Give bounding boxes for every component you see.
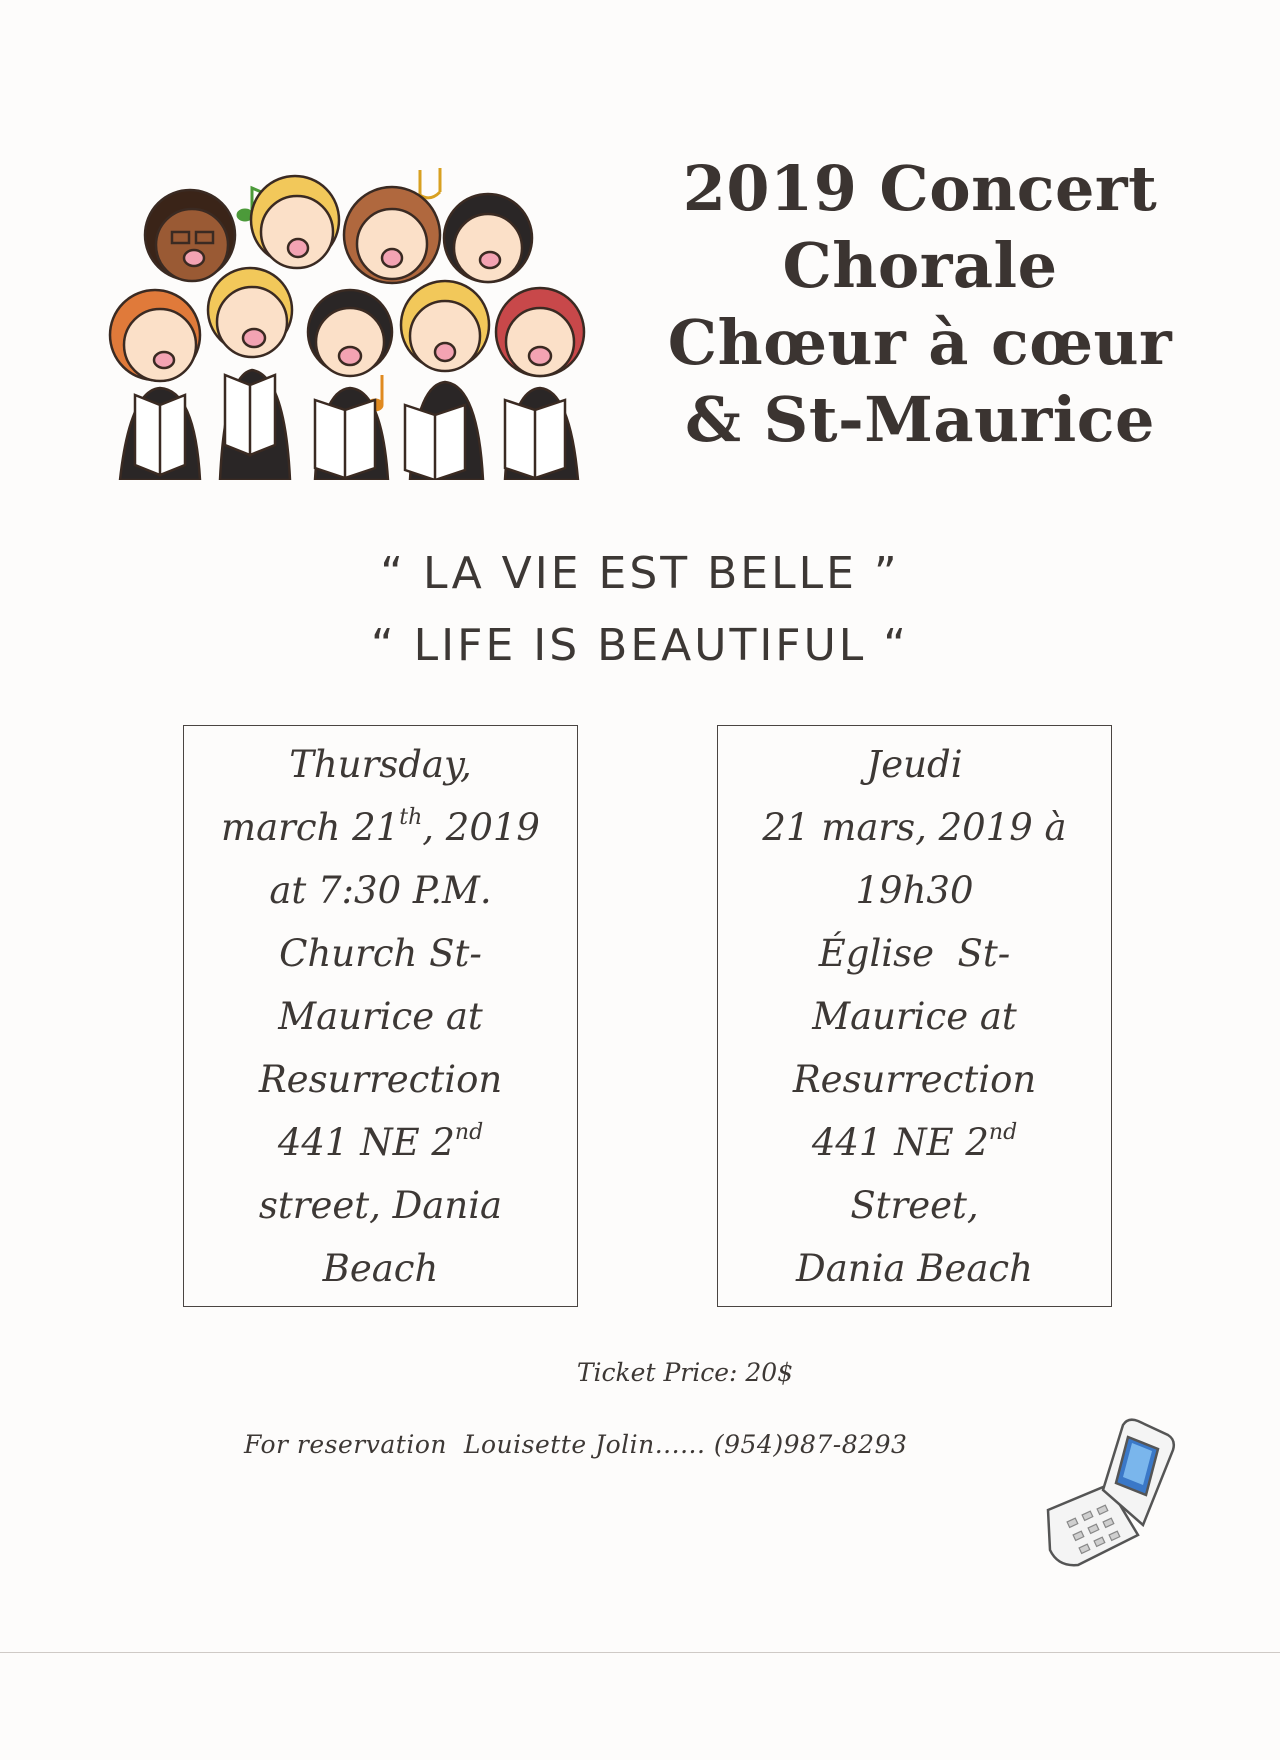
event-address-line-2: street, Dania <box>258 1183 503 1227</box>
event-address-line-2: Street, <box>850 1183 979 1227</box>
event-address-number: 441 NE 2 <box>277 1120 455 1164</box>
flip-phone-icon <box>1028 1415 1178 1575</box>
singer-back-row <box>145 176 532 283</box>
event-address-suffix: nd <box>454 1119 484 1145</box>
event-date-suffix: th <box>399 804 423 830</box>
title-line-st-maurice: & St-Maurice <box>684 383 1155 456</box>
title-line-year: 2019 Concert <box>682 152 1158 225</box>
event-time: at 7:30 P.M. <box>269 868 492 912</box>
event-date-year: , 2019 <box>422 805 540 849</box>
event-date: 21 mars, 2019 à <box>762 805 1067 849</box>
event-venue-line-2: Maurice at <box>812 994 1017 1038</box>
event-date-main: march 21 <box>221 805 400 849</box>
event-address-number: 441 NE 2 <box>811 1120 989 1164</box>
title-line-choir-name: Chœur à cœur <box>667 306 1173 379</box>
event-details-english <box>183 725 578 1307</box>
slogan-french: “ LA VIE EST BELLE ” <box>380 548 900 599</box>
event-details-french <box>717 725 1112 1307</box>
event-address-line-1 <box>278 1111 483 1174</box>
event-venue-line-3: Resurrection <box>258 1057 503 1101</box>
event-venue-line-1: Église St- <box>818 931 1011 975</box>
event-venue-line-3: Resurrection <box>792 1057 1037 1101</box>
event-day: Thursday, <box>289 742 472 786</box>
singer-front-row <box>110 268 584 381</box>
event-address-suffix: nd <box>988 1119 1018 1145</box>
title-line-chorale: Chorale <box>782 229 1058 302</box>
event-date <box>221 796 540 859</box>
event-venue-line-1: Church St- <box>279 931 482 975</box>
concert-title <box>640 150 1200 458</box>
event-day: Jeudi <box>866 742 963 786</box>
event-address-line-3: Beach <box>322 1246 439 1290</box>
event-address-line-1 <box>812 1111 1017 1174</box>
ticket-price: Ticket Price: 20$ <box>576 1358 794 1387</box>
event-time: 19h30 <box>855 868 974 912</box>
event-address-line-3: Dania Beach <box>796 1246 1033 1290</box>
event-venue-line-2: Maurice at <box>278 994 483 1038</box>
songbooks <box>120 370 578 480</box>
scan-edge-divider <box>0 1652 1280 1653</box>
slogan-english: “ LIFE IS BEAUTIFUL “ <box>370 620 910 671</box>
reservation-contact: For reservation Louisette Jolin...... (954)987-8293 <box>244 1430 908 1459</box>
singing-choir-illustration <box>100 160 640 480</box>
